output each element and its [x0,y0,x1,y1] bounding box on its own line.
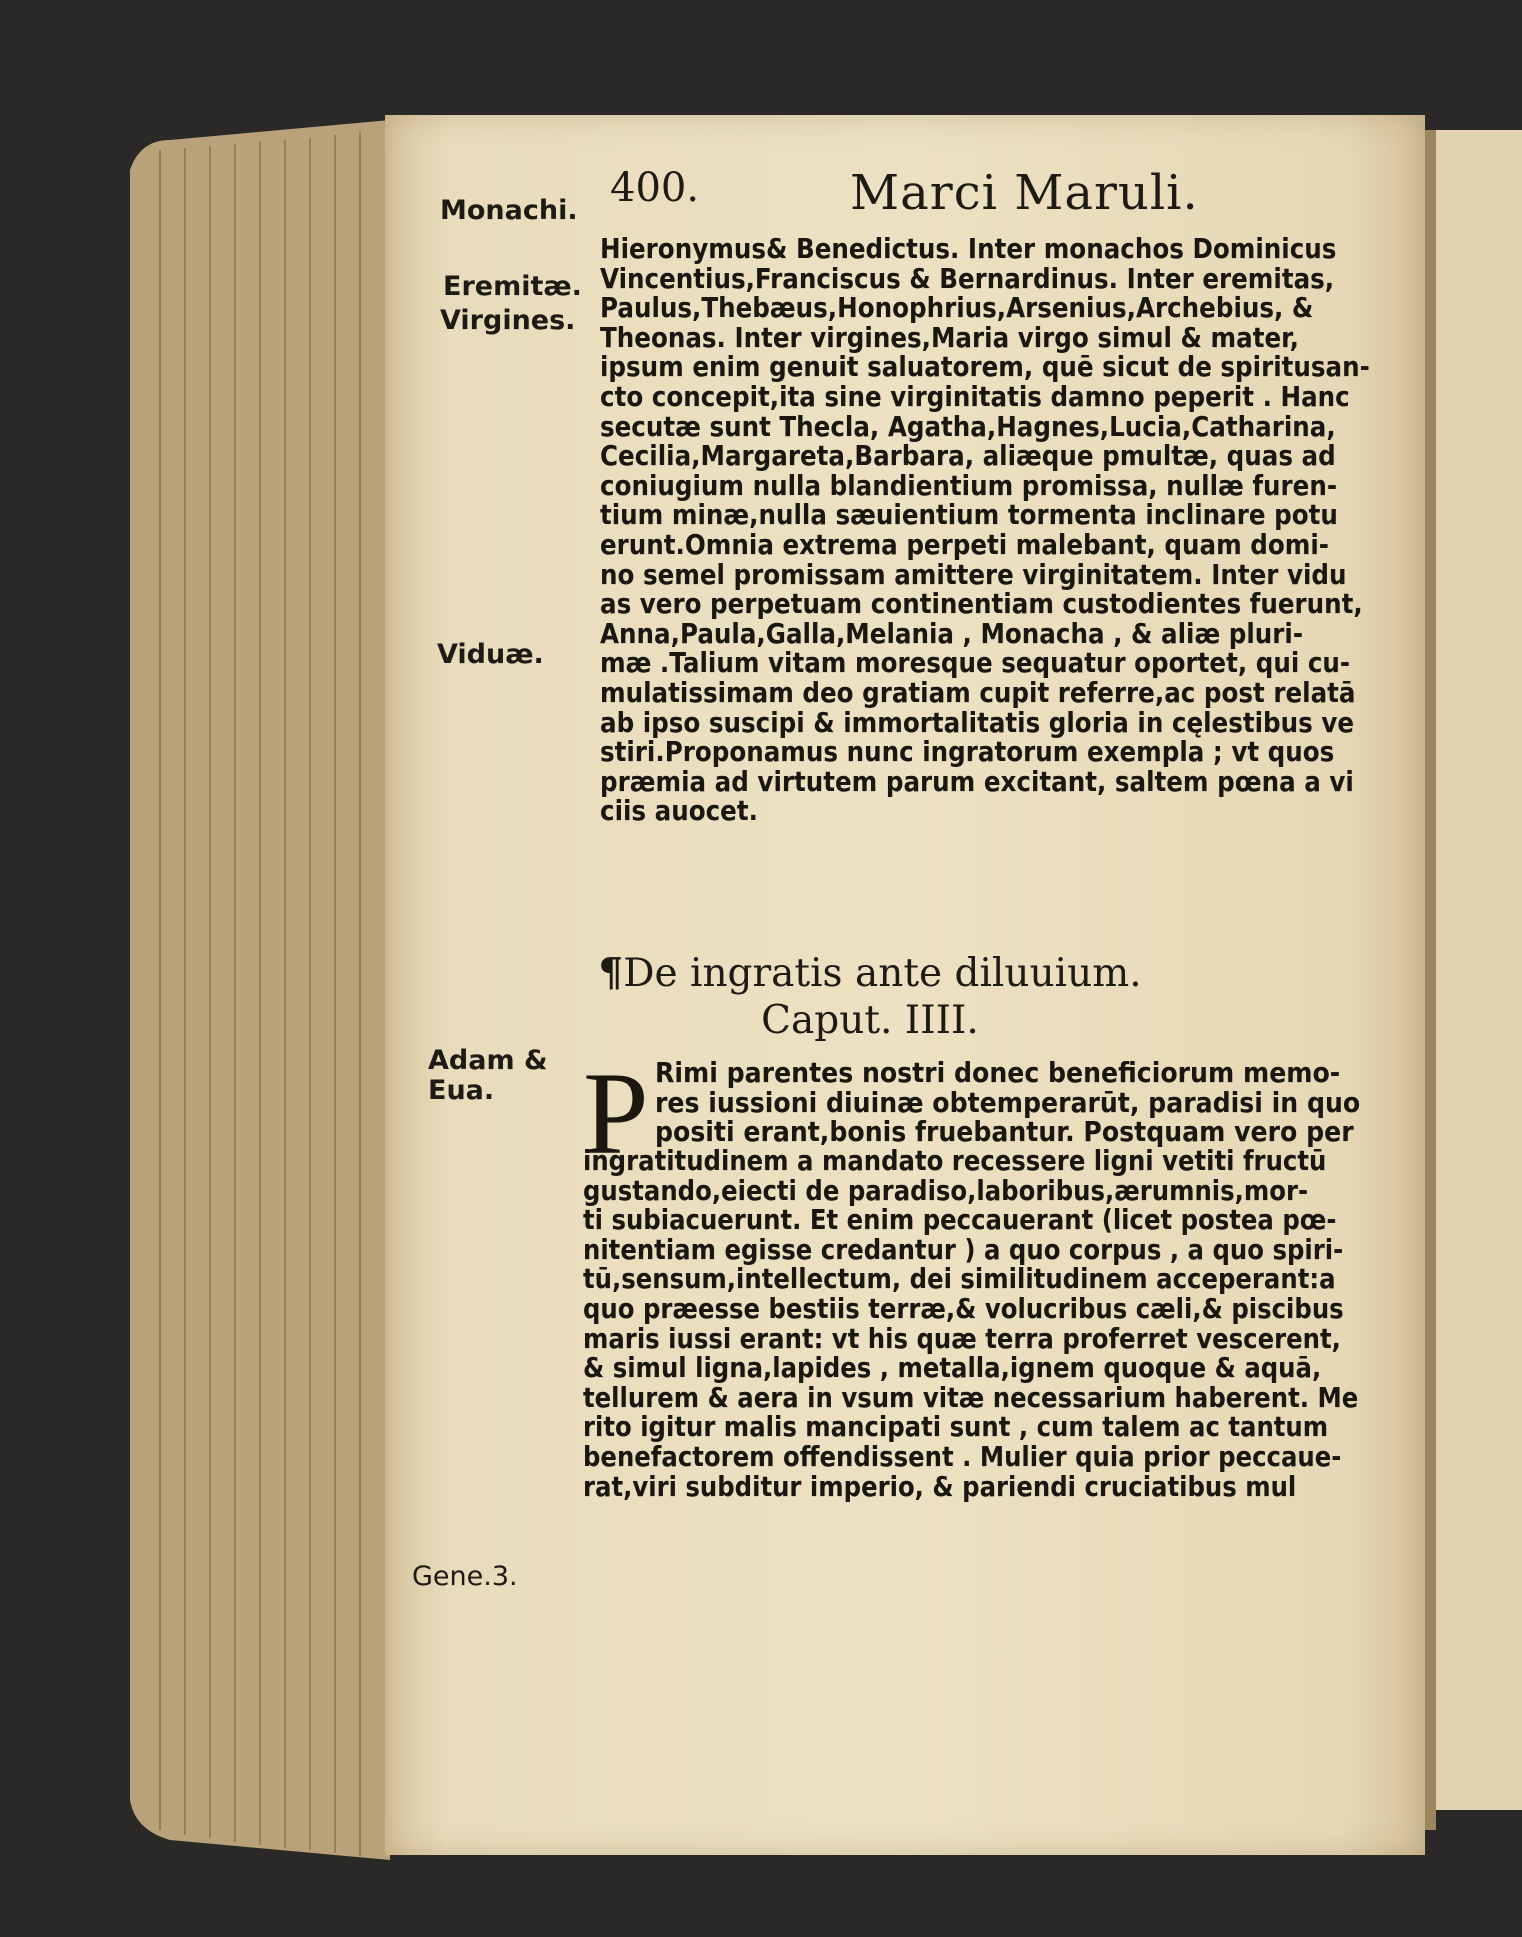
text-line: res iussioni diuinæ obtemperarūt, paradisi in quo [655,1085,1361,1119]
text-line: tium minæ,nulla sæuientium tormenta inclinare potu [600,498,1338,532]
text-line: mulatissimam deo gratiam cupit referre,ac post relatā [600,675,1356,709]
text-line: no semel promissam amittere virginitatem. Inter vidu [600,557,1347,591]
text-line: tellurem & aera in vsum vitæ necessarium haberent. Me [583,1380,1359,1414]
running-title: Marci Maruli. [850,165,1199,221]
pilcrow-mark: ¶ [598,950,624,996]
text-line: rat,viri subditur imperio, & pariendi cruciatibus mul [583,1469,1297,1503]
text-line: ingratitudinem a mandato recessere ligni vetiti fructū [583,1144,1327,1177]
text-line: nitentiam egisse credantur ) a quo corpus , a quo spiri- [583,1232,1344,1266]
text-line: benefactorem offendissent . Mulier quia prior peccaue- [583,1439,1342,1473]
text-line: positi erant,bonis fruebantur. Postquam vero per [655,1115,1354,1149]
text-line: ciis auocet. [600,794,758,828]
text-line: as vero perpetuam continentiam custodientes fuerunt, [600,587,1363,621]
page-number: 400. [610,165,700,211]
paragraph-2-indented [655,1058,1439,1147]
margin-note-viduae: Viduæ. [437,639,544,670]
text-line: Anna,Paula,Galla,Melania , Monacha , & aliæ pluri- [600,616,1304,650]
text-line: ipsum enim genuit saluatorem, quē sicut de spiritusan- [600,350,1370,384]
chapter-title: De ingratis ante diluuium. [623,951,1142,996]
chapter-number: Caput. IIII. [761,998,979,1043]
text-line: rito igitur malis mancipati sunt , cum talem ac tantum [583,1410,1329,1444]
text-line: Hieronymus& Benedictus. Inter monachos Dominicus [600,232,1337,265]
text-line: coniugium nulla blandientium promissa, nullæ furen- [600,468,1338,502]
chapter-heading [460,950,1280,997]
text-line: Cecilia,Margareta,Barbara, aliæque pmultæ, quas ad [600,439,1336,473]
text-line: ab ipso suscipi & immortalitatis gloria in cęlestibus ve [600,705,1355,739]
text-line: præmia ad virtutem parum excitant, saltem pœna a vi [600,764,1354,798]
text-line: secutæ sunt Thecla, Agatha,Hagnes,Lucia,Catharina, [600,409,1336,443]
text-line: tū,sensum,intellectum, dei similitudinem acceperant:a [583,1262,1336,1296]
drop-initial: P [583,1048,649,1179]
paragraph-2 [583,1146,1474,1501]
text-line: ti subiacuerunt. Et enim peccauerant (licet postea pœ- [583,1203,1337,1237]
chapter-number-row [460,998,1280,1044]
text-line: mæ .Talium vitam moresque sequatur oportet, qui cu- [600,646,1351,680]
text-line: maris iussi erant: vt his quæ terra proferret vescerent, [583,1321,1341,1355]
margin-note-eremitae: Eremitæ. [443,271,582,302]
margin-note-virgines: Virgines. [440,305,576,336]
paragraph-1 [600,234,1477,826]
text-line: & simul ligna,lapides , metalla,ignem quoque & aquā, [583,1351,1322,1385]
text-line: Rimi parentes nostri donec beneficiorum memo- [655,1056,1341,1089]
text-line: gustando,eiecti de paradiso,laboribus,ærumnis,mor- [583,1173,1309,1207]
text-line: cto concepit,ita sine virginitatis damno peperit . Hanc [600,379,1350,413]
margin-note-monachi: Monachi. [440,195,578,226]
margin-note-gene: Gene.3. [412,1561,518,1592]
text-line: stiri.Proponamus nunc ingratorum exempla ; vt quos [600,735,1335,769]
text-line: Theonas. Inter virgines,Maria virgo simul & mater, [600,320,1299,354]
margin-note-adam-eua: Adam & Eua. [428,1045,548,1106]
text-line: erunt.Omnia extrema perpeti malebant, quam domi- [600,527,1329,561]
text-line: Paulus,Thebæus,Honophrius,Arsenius,Archebius, & [600,291,1314,325]
text-line: quo præesse bestiis terræ,& volucribus cæli,& piscibus [583,1291,1344,1325]
text-line: Vincentius,Franciscus & Bernardinus. Inter eremitas, [600,261,1335,295]
